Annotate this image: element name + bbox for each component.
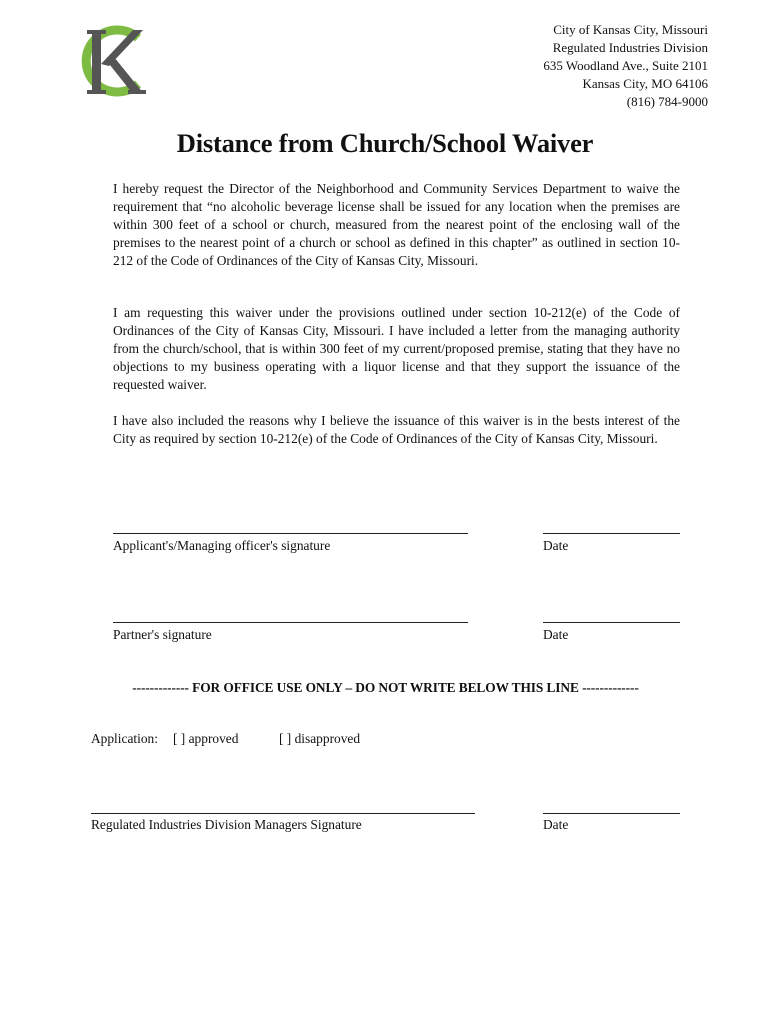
kc-logo: [78, 24, 150, 98]
address-line-city: City of Kansas City, Missouri: [553, 22, 708, 37]
applicant-date-line[interactable]: [543, 533, 680, 534]
office-use-divider: ------------- FOR OFFICE USE ONLY – DO NOT WRITE BELOW THIS LINE -------------: [132, 680, 639, 695]
paragraph-provisions: I am requesting this waiver under the provisions outlined under section 10-212(e) of the Code of Ordinances of the City of Kansas City, Missouri. I have included a letter from the managing authority from the church/school, that is within 300 feet of my current/proposed premise, stating that they have no objections to my business operating with a liquor license and that they support the issuance of the requested waiver.: [113, 305, 680, 393]
partner-signature-line[interactable]: [113, 622, 468, 623]
address-line-street: 635 Woodland Ave., Suite 2101: [543, 58, 708, 73]
paragraph-request: I hereby request the Director of the Neighborhood and Community Services Department to waive the requirement that “no alcoholic beverage license shall be issued for any location when the premises are within 300 feet of a school or church, measured from the nearest point of the enclosing wall of the premises to the nearest point of a church or school as defined in this chapter” as outlined in section 10-212 of the Code of Ordinances of the City of Kansas City, Missouri.: [113, 181, 680, 269]
manager-date-line[interactable]: [543, 813, 680, 814]
paragraph-reasons: I have also included the reasons why I believe the issuance of this waiver is in the bests interest of the City as required by section 10-212(e) of the Code of Ordinances of the City of Kansas City, Missouri.: [113, 413, 680, 447]
applicant-signature-label: Applicant's/Managing officer's signature: [113, 538, 331, 553]
partner-date-line[interactable]: [543, 622, 680, 623]
manager-signature-line[interactable]: [91, 813, 475, 814]
document-title: Distance from Church/School Waiver: [176, 128, 594, 158]
disapproved-checkbox[interactable]: [ ] disapproved: [279, 731, 361, 746]
manager-date-label: Date: [543, 817, 569, 832]
manager-signature-label: Regulated Industries Division Managers Signature: [91, 817, 362, 832]
kc-logo-graphic: [78, 24, 150, 98]
partner-date-label: Date: [543, 627, 569, 642]
partner-signature-label: Partner's signature: [113, 627, 212, 642]
agency-address: [543, 21, 708, 111]
applicant-signature-line[interactable]: [113, 533, 468, 534]
approved-checkbox[interactable]: [ ] approved: [173, 731, 239, 746]
address-line-division: Regulated Industries Division: [552, 40, 708, 55]
address-line-phone: (816) 784-9000: [626, 94, 708, 109]
applicant-date-label: Date: [543, 538, 569, 553]
address-line-citystate: Kansas City, MO 64106: [582, 76, 708, 91]
application-label: Application:: [91, 731, 158, 746]
